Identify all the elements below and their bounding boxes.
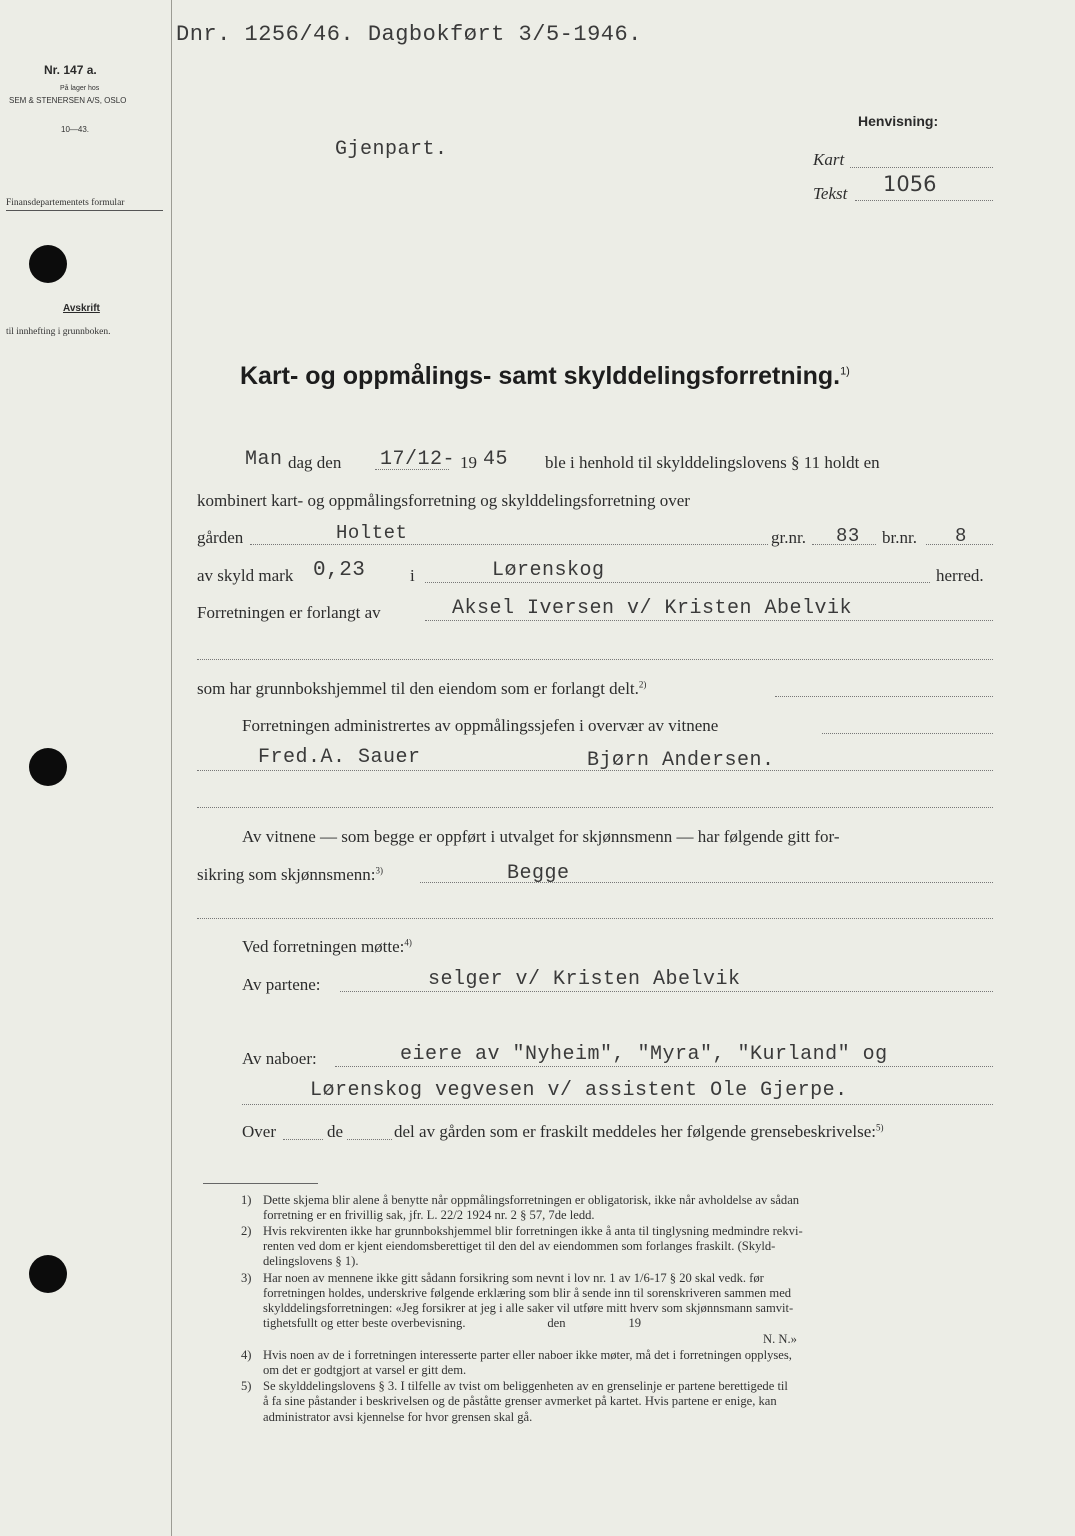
grnr-label: gr.nr. (771, 528, 806, 547)
hjemmel-footnote: 2) (638, 679, 647, 690)
del-line (394, 1122, 883, 1142)
footnote-mark: 5) (241, 1379, 252, 1394)
footnote-line: renten ved dom er kjent eiendomsberettiget til den del av eiendommen som forlanges fraskilt. (Skyld- (263, 1239, 776, 1254)
forlangt-label: Forretningen er forlangt av (197, 603, 381, 622)
form-title-footnote: 1) (840, 365, 850, 378)
grnr-dotted-line (812, 544, 876, 545)
de-label: de (327, 1122, 344, 1141)
tekst-label: Tekst (813, 184, 848, 203)
footnote-item (241, 1379, 993, 1424)
garden-dotted-line (250, 544, 768, 545)
vitne-footnote: 3) (375, 865, 384, 876)
diary-number: Dnr. 1256/46. Dagbokført 3/5-1946. (176, 22, 642, 47)
motte-line (242, 937, 412, 957)
footnote-mark: 3) (241, 1270, 252, 1285)
adm-line: Forretningen administrertes av oppmålingssjefen i overvær av vitnene (242, 716, 719, 735)
hjemmel-dotted-line (775, 696, 993, 697)
de-dotted-line (347, 1139, 392, 1140)
herred-label: herred. (936, 566, 984, 585)
footnote-item (241, 1332, 993, 1347)
footnote-item (241, 1193, 993, 1223)
footnote-body (263, 1271, 793, 1331)
blank-dotted-line-3 (197, 918, 993, 919)
footnote-line: om det er godtgjort at varsel er gitt dem. (263, 1363, 467, 1378)
dag-den-label: dag den (288, 453, 342, 472)
partene-typed: selger v/ Kristen Abelvik (428, 968, 741, 991)
naboer-dotted-line-1 (335, 1066, 993, 1067)
kart-dotted-line (850, 167, 993, 168)
footnote-line: å fa sine påstander i beskrivelsen og de påståtte grenser avmerket på kartet. Hvis partene er enige, kan (263, 1394, 777, 1409)
blank-dotted-line-2 (197, 807, 993, 808)
punch-hole-bottom (29, 1255, 67, 1293)
motte-footnote: 4) (404, 937, 412, 948)
blank-dotted-line-1 (197, 659, 993, 660)
form-title (240, 362, 850, 391)
footnote-line: delingslovens § 1). (263, 1254, 359, 1269)
begge-typed: Begge (507, 862, 570, 885)
footnote-item (241, 1224, 993, 1269)
skyld-label: av skyld mark (197, 566, 294, 585)
del-line-text: del av gården som er fraskilt meddeles her følgende grensebeskrivelse: (394, 1122, 876, 1141)
henvisning-label: Henvisning: (858, 113, 939, 129)
footnote-body (263, 1348, 792, 1378)
herred-dotted-line (425, 582, 930, 583)
footnote-line: Dette skjema blir alene å benytte når oppmålingsforretningen er obligatorisk, ikke når avholdelse av sådan (263, 1193, 800, 1207)
forlangt-dotted-line (425, 620, 993, 621)
punch-hole-middle (29, 748, 67, 786)
avskrift-sub: til innhefting i grunnboken. (6, 327, 111, 337)
year-prefix: 19 (460, 453, 477, 472)
date-typed: 17/12- (380, 448, 456, 471)
over-dotted-line (283, 1139, 323, 1140)
i-label: i (410, 566, 415, 585)
footnote-line: Har noen av mennene ikke gitt sådann forsikring som nevnt i lov nr. 1 av 1/6-17 § 20 skal vedk. før (263, 1270, 764, 1285)
over-label: Over (242, 1122, 276, 1141)
publisher-line-2: SEM & STENERSEN A/S, OSLO (9, 96, 127, 105)
footnote-mark: 1) (241, 1193, 252, 1207)
garden-typed: Holtet (336, 522, 408, 544)
formular-underline (6, 210, 163, 211)
naboer-dotted-line-2 (242, 1104, 993, 1105)
date-dotted-line (375, 469, 449, 470)
naboer-typed-1: eiere av "Nyheim", "Myra", "Kurland" og (400, 1043, 888, 1066)
form-number: Nr. 147 a. (44, 63, 97, 77)
footnote-line: skylddelingsforretningen: «Jeg forsikrer at jeg i alle saker vil utføre mitt hverv som skjønnsmann samvit- (263, 1300, 794, 1315)
del-footnote: 5) (875, 1122, 884, 1133)
footnote-line: Hvis rekvirenten ikke har grunnbokshjemmel blir forretningen ikke å anta til tinglysning medmindre rekvi- (263, 1224, 803, 1239)
herred-typed: Lørenskog (492, 559, 605, 582)
tekst-dotted-line (855, 200, 993, 201)
footnote-item (241, 1271, 993, 1331)
footnote-body (263, 1332, 797, 1347)
gjenpart-label: Gjenpart. (335, 138, 448, 161)
naboer-label: Av naboer: (242, 1049, 317, 1068)
date-code: 10—43. (61, 125, 90, 134)
partene-label: Av partene: (242, 975, 321, 994)
line1-rest: ble i henhold til skylddelingslovens § 11 holdt en (545, 453, 880, 472)
motte-text: Ved forretningen møtte: (242, 937, 405, 956)
form-title-text: Kart- og oppmålings- samt skylddelingsforretning. (240, 362, 841, 390)
witness-2: Bjørn Andersen. (587, 749, 775, 772)
footnote-line: tighetsfullt og etter beste overbevisning. den 19 (263, 1315, 642, 1330)
footnote-mark (241, 1332, 263, 1347)
witness-1: Fred.A. Sauer (258, 746, 421, 769)
avskrift-label: Avskrift (63, 303, 100, 314)
footnote-item (241, 1348, 993, 1378)
brnr-label: br.nr. (882, 528, 917, 547)
footnote-line: forretning er en frivillig sak, jfr. L. 22/2 1924 nr. 2 § 57, 7de ledd. (263, 1208, 595, 1223)
garden-label: gården (197, 528, 244, 547)
forlangt-typed: Aksel Iversen v/ Kristen Abelvik (452, 597, 853, 620)
skyld-typed: 0,23 (313, 559, 366, 582)
publisher-line-1: På lager hos (60, 85, 100, 92)
footnote-body (263, 1193, 799, 1223)
footnote-mark: 2) (241, 1224, 252, 1239)
footnote-signature: N. N.» (763, 1331, 797, 1346)
brnr-typed: 8 (955, 525, 967, 547)
day-typed: Man (245, 448, 283, 471)
adm-dotted-line (822, 733, 993, 734)
margin-rule (171, 0, 172, 1536)
footnote-rule (203, 1183, 318, 1184)
formular-label: Finansdepartementets formular (6, 198, 125, 208)
partene-dotted-line (340, 991, 993, 992)
grnr-typed: 83 (836, 525, 860, 547)
punch-hole-top (29, 245, 67, 283)
tekst-value: 1056 (883, 172, 937, 196)
witness-dotted-line (197, 770, 993, 771)
kart-label: Kart (813, 150, 845, 169)
footnote-mark: 4) (241, 1348, 252, 1363)
brnr-dotted-line (926, 544, 993, 545)
line2-text: kombinert kart- og oppmålingsforretning og skylddelingsforretning over (197, 491, 690, 510)
vitne-line-2-text: sikring som skjønnsmenn: (197, 865, 376, 884)
footnote-line: administrator avsi kjennelse for hvor grensen skal gå. (263, 1409, 533, 1424)
footnote-body (263, 1379, 788, 1424)
footnote-body (263, 1224, 803, 1269)
year-typed: 45 (483, 448, 509, 471)
naboer-typed-2: Lørenskog vegvesen v/ assistent Ole Gjerpe. (310, 1079, 848, 1102)
footnotes (241, 1193, 993, 1426)
footnote-line: Se skylddelingslovens § 3. I tilfelle av tvist om beliggenheten av en grenselinje er partene berettigede til (263, 1379, 788, 1394)
vitne-line-1: Av vitnene — som begge er oppført i utvalget for skjønnsmenn — har følgende gitt for- (242, 827, 840, 846)
hjemmel-text: som har grunnbokshjemmel til den eiendom som er forlangt delt. (197, 679, 639, 698)
footnote-line: Hvis noen av de i forretningen interesserte parter eller naboer ikke møter, må det i forretningen opplyses, (263, 1348, 792, 1363)
begge-dotted-line (420, 882, 993, 883)
footnote-line: forretningen holdes, underskrive følgende erklæring som blir å sende inn til sorenskriveren sammen med (263, 1285, 792, 1300)
hjemmel-line (197, 679, 646, 699)
vitne-line-2 (197, 865, 383, 885)
